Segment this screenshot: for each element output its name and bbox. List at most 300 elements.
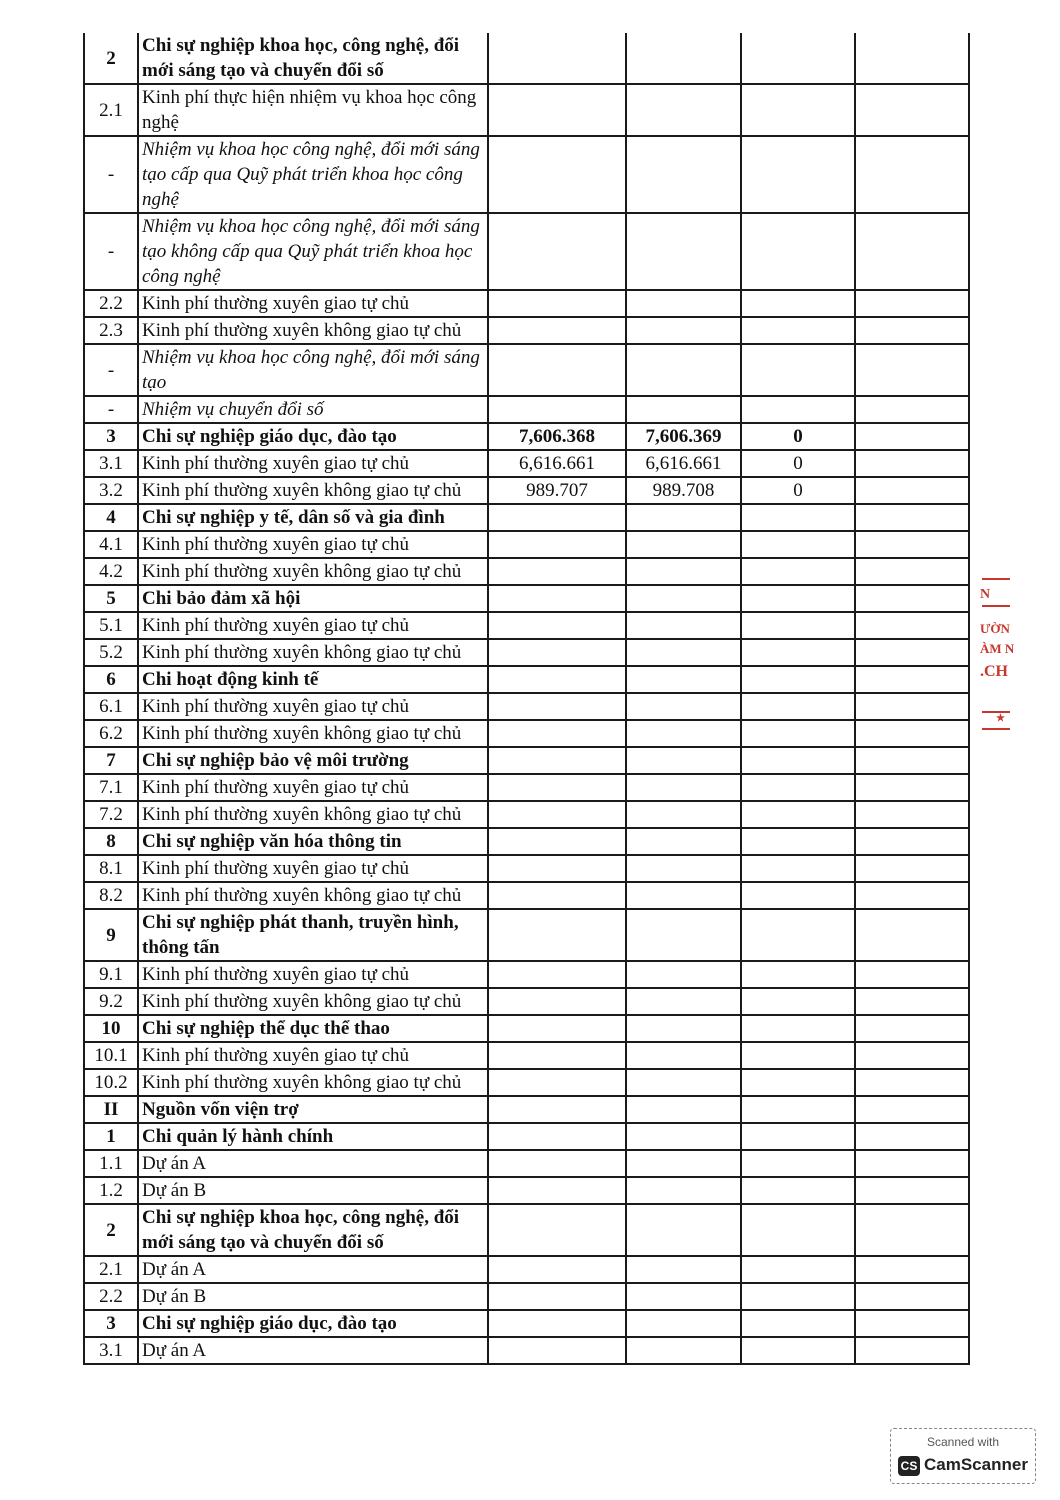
row-content-cell: Kinh phí thường xuyên giao tự chủ: [138, 1042, 488, 1069]
table-row: [84, 1123, 969, 1150]
value-cell-4: [855, 477, 969, 504]
value-cell-3: [741, 961, 855, 988]
table-row: [84, 84, 969, 136]
row-number-cell: 3: [84, 1310, 138, 1337]
value-cell-4: [855, 450, 969, 477]
value-cell-3: [741, 693, 855, 720]
stamp-line: [982, 578, 1010, 580]
value-cell-2: [626, 988, 741, 1015]
table-row: [84, 1015, 969, 1042]
value-cell-2: [626, 801, 741, 828]
value-cell-3: [741, 1337, 855, 1364]
table-row: [84, 774, 969, 801]
value-cell-4: [855, 1123, 969, 1150]
row-content-cell: Chi sự nghiệp giáo dục, đào tạo: [138, 423, 488, 450]
row-number-cell: 2.2: [84, 290, 138, 317]
row-number-cell: 7: [84, 747, 138, 774]
value-cell-1: [488, 639, 626, 666]
value-cell-4: [855, 801, 969, 828]
value-cell-1: [488, 136, 626, 213]
value-cell-1: [488, 855, 626, 882]
row-content-cell: Nhiệm vụ khoa học công nghệ, đổi mới sáng tạo: [138, 344, 488, 396]
table-row: [84, 1096, 969, 1123]
row-content-cell: Dự án B: [138, 1283, 488, 1310]
value-cell-4: [855, 855, 969, 882]
value-cell-2: [626, 720, 741, 747]
row-number-cell: II: [84, 1096, 138, 1123]
value-cell-2: [626, 666, 741, 693]
value-cell-4: [855, 1310, 969, 1337]
value-cell-3: [741, 666, 855, 693]
row-content-cell: Kinh phí thường xuyên giao tự chủ: [138, 290, 488, 317]
value-cell-1: [488, 909, 626, 961]
camscanner-logo-icon: CS: [898, 1456, 920, 1476]
value-cell-4: [855, 693, 969, 720]
row-content-cell: Kinh phí thường xuyên không giao tự chủ: [138, 477, 488, 504]
budget-table-body: [84, 33, 969, 1364]
row-number-cell: 2: [84, 33, 138, 84]
value-cell-1: [488, 344, 626, 396]
value-cell-4: [855, 396, 969, 423]
value-cell-2: [626, 1256, 741, 1283]
value-cell-1: [488, 801, 626, 828]
row-content-cell: Kinh phí thường xuyên không giao tự chủ: [138, 801, 488, 828]
row-number-cell: 7.2: [84, 801, 138, 828]
value-cell-4: [855, 213, 969, 290]
value-cell-3: [741, 639, 855, 666]
row-content-cell: Kinh phí thường xuyên không giao tự chủ: [138, 639, 488, 666]
value-cell-2: [626, 396, 741, 423]
value-cell-4: [855, 1069, 969, 1096]
value-cell-3: [741, 531, 855, 558]
value-cell-4: [855, 558, 969, 585]
value-cell-1: [488, 531, 626, 558]
table-row: [84, 423, 969, 450]
value-cell-1: [488, 1337, 626, 1364]
row-content-cell: Kinh phí thực hiện nhiệm vụ khoa học công nghệ: [138, 84, 488, 136]
value-cell-2: [626, 693, 741, 720]
stamp-line: [982, 728, 1010, 730]
row-number-cell: 4.2: [84, 558, 138, 585]
table-row: [84, 1310, 969, 1337]
value-cell-4: [855, 585, 969, 612]
table-row: [84, 213, 969, 290]
value-cell-4: [855, 666, 969, 693]
value-cell-2: [626, 585, 741, 612]
row-content-cell: Chi hoạt động kinh tế: [138, 666, 488, 693]
value-cell-2: [626, 1310, 741, 1337]
table-row: [84, 585, 969, 612]
value-cell-1: [488, 882, 626, 909]
value-cell-4: [855, 344, 969, 396]
value-cell-1: 7,606.368: [488, 423, 626, 450]
value-cell-2: [626, 909, 741, 961]
row-content-cell: Chi sự nghiệp khoa học, công nghệ, đổi mới sáng tạo và chuyển đổi số: [138, 33, 488, 84]
budget-table: [83, 33, 970, 1365]
value-cell-1: [488, 666, 626, 693]
value-cell-1: [488, 747, 626, 774]
value-cell-3: [741, 585, 855, 612]
table-row: [84, 666, 969, 693]
row-content-cell: Dự án B: [138, 1177, 488, 1204]
value-cell-1: [488, 828, 626, 855]
value-cell-2: [626, 1042, 741, 1069]
value-cell-3: [741, 1283, 855, 1310]
table-row: [84, 961, 969, 988]
value-cell-4: [855, 1177, 969, 1204]
value-cell-4: [855, 290, 969, 317]
value-cell-1: [488, 1204, 626, 1256]
value-cell-3: [741, 396, 855, 423]
value-cell-4: [855, 317, 969, 344]
value-cell-4: [855, 1042, 969, 1069]
row-number-cell: 1: [84, 1123, 138, 1150]
row-content-cell: Nhiệm vụ khoa học công nghệ, đổi mới sáng tạo không cấp qua Quỹ phát triển khoa học công nghệ: [138, 213, 488, 290]
value-cell-3: [741, 344, 855, 396]
value-cell-4: [855, 1096, 969, 1123]
value-cell-2: 6,616.661: [626, 450, 741, 477]
value-cell-4: [855, 639, 969, 666]
value-cell-4: [855, 1256, 969, 1283]
value-cell-4: [855, 136, 969, 213]
table-row: [84, 720, 969, 747]
value-cell-3: [741, 612, 855, 639]
value-cell-3: [741, 213, 855, 290]
value-cell-3: [741, 84, 855, 136]
value-cell-3: [741, 801, 855, 828]
table-row: [84, 882, 969, 909]
row-content-cell: Nhiệm vụ chuyển đổi số: [138, 396, 488, 423]
table-row: [84, 1204, 969, 1256]
table-row: [84, 639, 969, 666]
table-row: [84, 477, 969, 504]
value-cell-3: [741, 774, 855, 801]
value-cell-2: [626, 1069, 741, 1096]
value-cell-1: 6,616.661: [488, 450, 626, 477]
value-cell-3: [741, 1150, 855, 1177]
row-content-cell: Kinh phí thường xuyên không giao tự chủ: [138, 558, 488, 585]
value-cell-1: [488, 1283, 626, 1310]
row-content-cell: Chi sự nghiệp giáo dục, đào tạo: [138, 1310, 488, 1337]
row-number-cell: 5: [84, 585, 138, 612]
value-cell-4: [855, 774, 969, 801]
table-row: [84, 693, 969, 720]
value-cell-1: [488, 585, 626, 612]
value-cell-2: [626, 84, 741, 136]
value-cell-4: [855, 747, 969, 774]
value-cell-4: [855, 1337, 969, 1364]
value-cell-3: [741, 747, 855, 774]
row-number-cell: 1.1: [84, 1150, 138, 1177]
camscanner-caption: Scanned with: [926, 1435, 1000, 1449]
value-cell-3: [741, 1204, 855, 1256]
row-content-cell: Dự án A: [138, 1256, 488, 1283]
value-cell-3: [741, 504, 855, 531]
value-cell-2: [626, 1337, 741, 1364]
value-cell-2: [626, 1123, 741, 1150]
value-cell-4: [855, 720, 969, 747]
value-cell-1: [488, 961, 626, 988]
value-cell-3: [741, 988, 855, 1015]
value-cell-2: [626, 828, 741, 855]
value-cell-1: [488, 1177, 626, 1204]
camscanner-watermark: [890, 1428, 1036, 1484]
row-number-cell: 3.1: [84, 1337, 138, 1364]
value-cell-3: 0: [741, 423, 855, 450]
value-cell-4: [855, 84, 969, 136]
row-number-cell: 8: [84, 828, 138, 855]
row-number-cell: 2.3: [84, 317, 138, 344]
table-row: [84, 450, 969, 477]
row-content-cell: Kinh phí thường xuyên không giao tự chủ: [138, 720, 488, 747]
row-content-cell: Kinh phí thường xuyên không giao tự chủ: [138, 988, 488, 1015]
table-row: [84, 1177, 969, 1204]
value-cell-3: [741, 1069, 855, 1096]
value-cell-3: [741, 1015, 855, 1042]
value-cell-2: [626, 558, 741, 585]
value-cell-3: [741, 909, 855, 961]
row-content-cell: Kinh phí thường xuyên không giao tự chủ: [138, 317, 488, 344]
table-row: [84, 1283, 969, 1310]
row-content-cell: Kinh phí thường xuyên giao tự chủ: [138, 612, 488, 639]
value-cell-3: [741, 720, 855, 747]
value-cell-1: [488, 84, 626, 136]
row-number-cell: 3: [84, 423, 138, 450]
row-number-cell: -: [84, 213, 138, 290]
value-cell-2: [626, 1177, 741, 1204]
value-cell-1: [488, 988, 626, 1015]
value-cell-1: [488, 720, 626, 747]
row-content-cell: Chi sự nghiệp thể dục thể thao: [138, 1015, 488, 1042]
value-cell-2: [626, 1283, 741, 1310]
value-cell-1: [488, 1096, 626, 1123]
table-row: [84, 801, 969, 828]
row-number-cell: 4: [84, 504, 138, 531]
value-cell-2: [626, 317, 741, 344]
value-cell-3: [741, 1256, 855, 1283]
value-cell-2: [626, 1096, 741, 1123]
row-content-cell: Kinh phí thường xuyên không giao tự chủ: [138, 882, 488, 909]
value-cell-2: 989.708: [626, 477, 741, 504]
value-cell-1: [488, 213, 626, 290]
value-cell-3: [741, 855, 855, 882]
row-number-cell: 10: [84, 1015, 138, 1042]
value-cell-4: [855, 1150, 969, 1177]
value-cell-4: [855, 423, 969, 450]
row-content-cell: Kinh phí thường xuyên giao tự chủ: [138, 531, 488, 558]
row-content-cell: Chi bảo đảm xã hội: [138, 585, 488, 612]
red-stamp-fragment: [978, 575, 1018, 740]
table-row: [84, 828, 969, 855]
stamp-text-1: N: [980, 587, 991, 602]
table-row: [84, 1069, 969, 1096]
row-number-cell: 9.2: [84, 988, 138, 1015]
row-content-cell: Nhiệm vụ khoa học công nghệ, đổi mới sáng tạo cấp qua Quỹ phát triển khoa học công nghệ: [138, 136, 488, 213]
value-cell-2: [626, 1150, 741, 1177]
value-cell-2: [626, 961, 741, 988]
row-number-cell: 10.2: [84, 1069, 138, 1096]
table-row: [84, 531, 969, 558]
value-cell-2: [626, 1015, 741, 1042]
row-number-cell: 3.1: [84, 450, 138, 477]
value-cell-1: [488, 1042, 626, 1069]
value-cell-3: [741, 828, 855, 855]
stamp-text-2: ƯỜN: [980, 621, 1010, 636]
value-cell-2: [626, 136, 741, 213]
table-row: [84, 909, 969, 961]
row-content-cell: Chi sự nghiệp văn hóa thông tin: [138, 828, 488, 855]
value-cell-4: [855, 961, 969, 988]
value-cell-2: [626, 774, 741, 801]
row-number-cell: 7.1: [84, 774, 138, 801]
row-number-cell: 6: [84, 666, 138, 693]
value-cell-1: [488, 1310, 626, 1337]
value-cell-3: 0: [741, 450, 855, 477]
value-cell-1: [488, 612, 626, 639]
value-cell-1: [488, 396, 626, 423]
value-cell-4: [855, 909, 969, 961]
value-cell-2: [626, 213, 741, 290]
table-row: [84, 1256, 969, 1283]
value-cell-3: [741, 1123, 855, 1150]
row-content-cell: Dự án A: [138, 1337, 488, 1364]
row-number-cell: 8.1: [84, 855, 138, 882]
table-row: [84, 1150, 969, 1177]
value-cell-1: [488, 504, 626, 531]
value-cell-2: [626, 33, 741, 84]
table-row: [84, 747, 969, 774]
value-cell-3: [741, 136, 855, 213]
value-cell-1: [488, 1150, 626, 1177]
row-number-cell: 5.2: [84, 639, 138, 666]
value-cell-4: [855, 882, 969, 909]
table-row: [84, 988, 969, 1015]
row-content-cell: Kinh phí thường xuyên giao tự chủ: [138, 450, 488, 477]
value-cell-2: [626, 504, 741, 531]
table-row: [84, 612, 969, 639]
table-row: [84, 136, 969, 213]
value-cell-1: 989.707: [488, 477, 626, 504]
value-cell-2: [626, 882, 741, 909]
row-number-cell: 3.2: [84, 477, 138, 504]
stamp-line: [982, 605, 1010, 607]
value-cell-3: [741, 33, 855, 84]
value-cell-2: [626, 1204, 741, 1256]
row-number-cell: 10.1: [84, 1042, 138, 1069]
value-cell-4: [855, 531, 969, 558]
value-cell-1: [488, 1123, 626, 1150]
row-number-cell: 2.1: [84, 1256, 138, 1283]
stamp-text-4: .CH: [980, 663, 1008, 680]
value-cell-1: [488, 693, 626, 720]
table-row: [84, 344, 969, 396]
table-row: [84, 317, 969, 344]
row-number-cell: 5.1: [84, 612, 138, 639]
value-cell-4: [855, 1015, 969, 1042]
row-content-cell: Kinh phí thường xuyên giao tự chủ: [138, 855, 488, 882]
value-cell-2: [626, 612, 741, 639]
row-content-cell: Chi quản lý hành chính: [138, 1123, 488, 1150]
row-number-cell: 6.2: [84, 720, 138, 747]
table-row: [84, 504, 969, 531]
table-row: [84, 1042, 969, 1069]
value-cell-3: 0: [741, 477, 855, 504]
value-cell-4: [855, 828, 969, 855]
row-number-cell: 2.2: [84, 1283, 138, 1310]
row-content-cell: Kinh phí thường xuyên giao tự chủ: [138, 693, 488, 720]
value-cell-3: [741, 1177, 855, 1204]
stamp-star-icon: ★: [996, 713, 1005, 724]
row-content-cell: Kinh phí thường xuyên giao tự chủ: [138, 961, 488, 988]
value-cell-3: [741, 558, 855, 585]
row-number-cell: 9: [84, 909, 138, 961]
row-content-cell: Chi sự nghiệp phát thanh, truyền hình, thông tấn: [138, 909, 488, 961]
value-cell-1: [488, 558, 626, 585]
row-content-cell: Chi sự nghiệp khoa học, công nghệ, đổi mới sáng tạo và chuyển đổi số: [138, 1204, 488, 1256]
value-cell-3: [741, 290, 855, 317]
value-cell-1: [488, 1015, 626, 1042]
table-row: [84, 1337, 969, 1364]
row-number-cell: 1.2: [84, 1177, 138, 1204]
table-row: [84, 33, 969, 84]
row-number-cell: 2.1: [84, 84, 138, 136]
row-content-cell: Dự án A: [138, 1150, 488, 1177]
table-row: [84, 855, 969, 882]
table-row: [84, 290, 969, 317]
row-content-cell: Chi sự nghiệp bảo vệ môi trường: [138, 747, 488, 774]
value-cell-2: [626, 747, 741, 774]
row-content-cell: Nguồn vốn viện trợ: [138, 1096, 488, 1123]
row-number-cell: -: [84, 344, 138, 396]
camscanner-name: CamScanner: [924, 1455, 1028, 1474]
row-number-cell: 9.1: [84, 961, 138, 988]
value-cell-4: [855, 504, 969, 531]
value-cell-4: [855, 988, 969, 1015]
value-cell-1: [488, 1256, 626, 1283]
table-row: [84, 558, 969, 585]
value-cell-1: [488, 33, 626, 84]
row-number-cell: 6.1: [84, 693, 138, 720]
row-number-cell: -: [84, 396, 138, 423]
table-row: [84, 396, 969, 423]
value-cell-4: [855, 612, 969, 639]
value-cell-2: [626, 855, 741, 882]
value-cell-1: [488, 317, 626, 344]
row-number-cell: 4.1: [84, 531, 138, 558]
row-content-cell: Chi sự nghiệp y tế, dân số và gia đình: [138, 504, 488, 531]
value-cell-4: [855, 1283, 969, 1310]
value-cell-4: [855, 1204, 969, 1256]
value-cell-2: [626, 290, 741, 317]
value-cell-3: [741, 1310, 855, 1337]
value-cell-3: [741, 882, 855, 909]
value-cell-1: [488, 774, 626, 801]
row-number-cell: 8.2: [84, 882, 138, 909]
value-cell-2: [626, 344, 741, 396]
value-cell-2: [626, 531, 741, 558]
value-cell-3: [741, 1096, 855, 1123]
stamp-text-3: ÀM N: [980, 641, 1015, 656]
value-cell-2: 7,606.369: [626, 423, 741, 450]
row-number-cell: -: [84, 136, 138, 213]
row-number-cell: 2: [84, 1204, 138, 1256]
value-cell-4: [855, 33, 969, 84]
value-cell-1: [488, 290, 626, 317]
row-content-cell: Kinh phí thường xuyên giao tự chủ: [138, 774, 488, 801]
value-cell-1: [488, 1069, 626, 1096]
value-cell-2: [626, 639, 741, 666]
value-cell-3: [741, 317, 855, 344]
